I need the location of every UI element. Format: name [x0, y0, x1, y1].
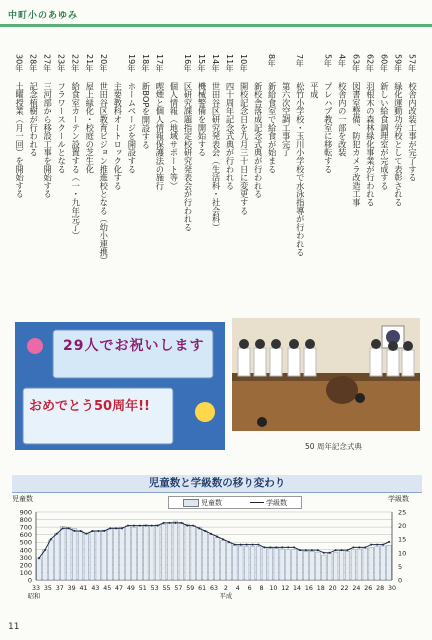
chart-title: 児童数と学級数の移り変わり [12, 475, 422, 493]
student-bar [262, 548, 267, 580]
timeline-year: 17年 [154, 54, 164, 73]
student-bar [126, 526, 131, 580]
timeline-event: 区研究課題指定校研究発表会が行われる [182, 82, 193, 232]
timeline-event: 校舎内改装工事が完了する [407, 82, 418, 182]
timeline-year: 22年 [70, 54, 80, 73]
student-bar [179, 523, 184, 580]
timeline-entry [350, 54, 362, 314]
timeline-year: 63年 [351, 54, 361, 73]
class-point [62, 527, 64, 529]
class-point [145, 525, 147, 527]
y-tick-right: 10 [398, 549, 407, 558]
timeline-year: 8年 [267, 54, 277, 68]
y-tick-left: 300 [19, 553, 32, 562]
student-bar [274, 548, 279, 580]
class-point [382, 544, 384, 546]
class-point [50, 538, 52, 540]
timeline-event: 個人情報（地域サポート等） [168, 82, 179, 190]
x-tick: 20 [328, 585, 337, 592]
page-number: 11 [8, 622, 20, 632]
student-bar [315, 552, 320, 580]
class-point [192, 525, 194, 527]
timeline-entry [27, 54, 39, 314]
celebration-banner-photo [15, 322, 225, 450]
y-tick-right: 20 [398, 522, 407, 531]
x-tick: 49 [126, 585, 135, 592]
student-bar [43, 550, 48, 580]
x-tick: 35 [43, 585, 52, 592]
student-bar [238, 546, 243, 580]
timeline-event: 世田谷区教育ビジョン推進校となる（幼小連携） [98, 82, 109, 265]
x-tick: 39 [67, 585, 76, 592]
timeline-event: 平成 [309, 82, 320, 99]
x-tick: 30 [387, 585, 397, 592]
timeline-event: 校舎内の一部を改装 [337, 82, 348, 157]
legend-item-students: 児童数 [183, 498, 222, 508]
y-tick-left: 900 [19, 508, 32, 517]
class-point [376, 544, 378, 546]
student-bar [173, 521, 178, 580]
student-bar [72, 529, 77, 580]
y-tick-left: 800 [19, 516, 32, 525]
x-tick: 43 [91, 585, 100, 592]
x-tick: 24 [352, 585, 361, 592]
student-bar [268, 548, 273, 580]
class-point [275, 546, 277, 548]
timeline-entry [97, 54, 109, 314]
x-tick: 63 [209, 585, 219, 592]
x-tick: 45 [103, 585, 112, 592]
x-tick: 37 [55, 585, 64, 592]
timeline-entry [13, 54, 25, 314]
x-tick: 57 [174, 585, 183, 592]
timeline-event: 新校舎落成記念式典が行われる [253, 82, 264, 199]
timeline-event: 三河部から移設工事を開始する [42, 82, 53, 199]
banner-bottom-text: おめでとう50周年!! [29, 399, 150, 414]
class-point [169, 522, 171, 524]
timeline-event: 喫煙と個人情報保護法の施行 [154, 82, 165, 190]
class-point [133, 525, 135, 527]
y-tick-right: 5 [398, 562, 403, 571]
timeline-entry [280, 54, 292, 314]
class-point [103, 530, 105, 532]
timeline-year: 16年 [182, 54, 192, 73]
class-point [204, 530, 206, 532]
y-tick-right: 15 [398, 535, 407, 544]
student-bar [244, 547, 249, 580]
student-bar [256, 547, 261, 580]
class-point [44, 549, 46, 551]
class-point [246, 544, 248, 546]
student-bar [387, 545, 392, 580]
class-point [163, 522, 165, 524]
class-point [180, 522, 182, 524]
timeline-year: 60年 [379, 54, 389, 73]
timeline-event: フラワースクールとなる [56, 82, 67, 174]
student-bar [304, 551, 309, 580]
class-point [222, 538, 224, 540]
student-bar [286, 550, 291, 580]
class-point [85, 533, 87, 535]
student-bar [161, 524, 166, 580]
student-bar [298, 551, 303, 580]
class-point [151, 525, 153, 527]
timeline-event: 世田谷区研究発表会（生活科・社会科） [211, 82, 222, 232]
timeline-year: 23年 [56, 54, 66, 73]
timeline-entry [167, 54, 179, 314]
timeline-entry [181, 54, 193, 314]
timeline-event: 機械警備を開始する [197, 82, 208, 157]
timeline-entry [336, 54, 348, 314]
class-point [139, 525, 141, 527]
x-era-label: 昭和 [27, 593, 41, 600]
student-bar [155, 525, 160, 580]
timeline-year: 28年 [28, 54, 38, 73]
timeline-entry [125, 54, 137, 314]
class-point [38, 557, 40, 559]
x-tick: 10 [269, 585, 278, 592]
right-axis-label: 学級数 [388, 495, 409, 503]
x-tick: 59 [186, 585, 195, 592]
student-bar [357, 549, 362, 580]
timeline-entry [210, 54, 222, 314]
timeline-year: 4年 [337, 54, 347, 68]
timeline-year: 10年 [239, 54, 249, 73]
timeline-entry [83, 54, 95, 314]
y-tick-left: 500 [19, 538, 32, 547]
timeline-year: 21年 [84, 54, 94, 73]
x-tick: 8 [259, 585, 264, 592]
class-point [56, 533, 58, 535]
x-tick: 33 [31, 585, 41, 592]
timeline-year: 14年 [211, 54, 221, 73]
page-header [0, 0, 432, 28]
student-bar [54, 533, 59, 580]
student-bar [143, 525, 148, 580]
class-point [115, 527, 117, 529]
student-bar [96, 531, 101, 580]
timeline-entry [266, 54, 278, 314]
class-point [341, 549, 343, 551]
timeline-entry [252, 54, 264, 314]
student-bar [215, 538, 220, 580]
student-bar [132, 527, 137, 580]
y-tick-left: 200 [19, 561, 32, 570]
y-tick-left: 700 [19, 523, 32, 532]
student-bar [250, 547, 255, 580]
student-bar [114, 529, 119, 580]
class-point [91, 530, 93, 532]
student-bar [327, 554, 332, 580]
x-tick: 41 [79, 585, 88, 592]
timeline-event: 四十周年記念式典が行われる [225, 82, 236, 190]
class-point [323, 552, 325, 554]
timeline-year: 5年 [323, 54, 333, 68]
student-bar [321, 555, 326, 580]
population-chart [0, 504, 432, 604]
x-era-label: 平成 [219, 593, 233, 600]
timeline-event: プレハブ教室に移転する [323, 82, 334, 174]
student-bar [185, 524, 190, 580]
class-point [388, 541, 390, 543]
timeline-entry [196, 54, 208, 314]
class-point [97, 530, 99, 532]
timeline-year: 7年 [295, 54, 305, 68]
student-bar [120, 527, 125, 580]
timeline-entry [55, 54, 67, 314]
class-point [299, 549, 301, 551]
timeline-entry [406, 54, 418, 314]
class-point [311, 549, 313, 551]
x-tick: 2 [223, 585, 228, 592]
x-tick: 26 [364, 585, 373, 592]
student-bar [209, 535, 214, 580]
timeline-event: 羽根木の森林緑化事業が行われる [365, 82, 376, 207]
class-point [216, 535, 218, 537]
class-point [281, 546, 283, 548]
timeline-entry [139, 54, 151, 314]
timeline-year: 18年 [140, 54, 150, 73]
class-point [358, 546, 360, 548]
class-point [269, 546, 271, 548]
class-point [293, 546, 295, 548]
timeline-entry [294, 54, 306, 314]
timeline-event: 第六次空調工事完了 [281, 82, 292, 157]
x-tick: 28 [376, 585, 385, 592]
student-bar [363, 548, 368, 580]
student-bar [310, 551, 315, 580]
student-bar [102, 530, 107, 580]
x-tick: 18 [316, 585, 325, 592]
timeline-year: 20年 [98, 54, 108, 73]
timeline-entry [41, 54, 53, 314]
photo-caption: 50 周年記念式典 [305, 442, 362, 451]
timeline-year: 62年 [365, 54, 375, 73]
timeline-event: 松竹小学校・玉川小学校で水泳指導が行われる [295, 82, 306, 257]
x-tick: 61 [198, 585, 207, 592]
class-point [317, 549, 319, 551]
x-tick: 12 [281, 585, 290, 592]
class-point [68, 527, 70, 529]
student-bar [232, 545, 237, 580]
timeline-year: 59年 [393, 54, 403, 73]
history-timeline [13, 54, 418, 314]
student-bar [84, 533, 89, 580]
student-bar [78, 531, 83, 580]
student-bar [37, 559, 42, 580]
x-tick: 14 [293, 585, 302, 592]
class-point [305, 549, 307, 551]
timeline-event: 記念植樹が行われる [28, 82, 39, 157]
class-point [263, 546, 265, 548]
class-point [174, 522, 176, 524]
timeline-year: 19年 [126, 54, 136, 73]
x-tick: 47 [115, 585, 124, 592]
timeline-entry [238, 54, 250, 314]
class-point [80, 530, 82, 532]
class-point [364, 546, 366, 548]
x-tick: 22 [340, 585, 349, 592]
timeline-event: 土曜授業（月一回）を開始する [14, 82, 25, 199]
student-bar [369, 548, 374, 580]
student-bar [381, 546, 386, 580]
timeline-event: 主要教科オートロック化する [112, 82, 123, 190]
timeline-year: 30年 [14, 54, 24, 73]
x-tick: 53 [150, 585, 159, 592]
y-tick-left: 100 [19, 568, 32, 577]
y-tick-right: 0 [398, 576, 403, 585]
class-point [240, 544, 242, 546]
student-bar [108, 529, 113, 580]
left-axis-label: 児童数 [12, 495, 33, 503]
timeline-entry [378, 54, 390, 314]
student-bar [226, 543, 231, 580]
student-bar [351, 550, 356, 580]
class-point [352, 546, 354, 548]
timeline-entry [364, 54, 376, 314]
student-bar [191, 526, 196, 580]
student-bar [149, 526, 154, 580]
x-tick: 51 [138, 585, 147, 592]
class-point [347, 549, 349, 551]
ceremony-photo [232, 318, 420, 431]
timeline-entry [322, 54, 334, 314]
class-point [228, 541, 230, 543]
y-tick-left: 400 [19, 546, 32, 555]
legend-item-classes: 学級数 [250, 498, 287, 508]
student-bar [197, 527, 202, 580]
class-point [121, 527, 123, 529]
x-tick: 55 [162, 585, 171, 592]
timeline-event: 新BOPを開設する [140, 82, 151, 149]
x-tick: 6 [247, 585, 252, 592]
x-tick: 4 [235, 585, 240, 592]
timeline-year: 57年 [407, 54, 417, 73]
class-point [186, 525, 188, 527]
timeline-entry [69, 54, 81, 314]
timeline-entry [153, 54, 165, 314]
timeline-year: 27年 [42, 54, 52, 73]
student-bar [333, 552, 338, 580]
student-bar [375, 547, 380, 580]
student-bar [292, 550, 297, 580]
class-point [198, 527, 200, 529]
class-point [370, 544, 372, 546]
class-point [335, 549, 337, 551]
timeline-event: 屋上緑化・校庭の芝生化 [84, 82, 95, 174]
class-point [258, 544, 260, 546]
student-bar [48, 540, 53, 580]
student-bar [221, 541, 226, 580]
student-bar [203, 531, 208, 580]
student-bar [60, 526, 65, 580]
x-tick: 16 [304, 585, 313, 592]
timeline-entry [111, 54, 123, 314]
y-tick-right: 25 [398, 508, 407, 517]
header-title: 中町小のあゆみ [8, 11, 79, 21]
header-rule [0, 24, 432, 27]
class-point [127, 525, 129, 527]
timeline-event: 給食室カーテン設置する（一・九年完了） [70, 82, 81, 240]
class-point [210, 533, 212, 535]
timeline-event: ホームページを開設する [126, 82, 137, 174]
class-point [234, 544, 236, 546]
class-point [109, 527, 111, 529]
timeline-event: 新給食室で給食が始まる [267, 82, 278, 174]
student-bar [66, 527, 71, 580]
timeline-event: 緑化運動功労校として表彰される [393, 82, 404, 207]
class-point [74, 530, 76, 532]
student-bar [137, 526, 142, 580]
class-point [329, 552, 331, 554]
class-point [287, 546, 289, 548]
timeline-year: 11年 [225, 54, 235, 73]
class-point [157, 525, 159, 527]
timeline-entry [224, 54, 236, 314]
timeline-event: 図書室整備、防犯カメラ改造工事 [351, 82, 362, 207]
timeline-entry [308, 54, 320, 314]
timeline-entry [392, 54, 404, 314]
class-point [252, 544, 254, 546]
student-bar [167, 523, 172, 580]
student-bar [345, 551, 350, 580]
student-bar [339, 551, 344, 580]
timeline-year: 15年 [197, 54, 207, 73]
y-tick-left: 0 [27, 576, 32, 585]
y-tick-left: 600 [19, 531, 32, 540]
timeline-event: 開校記念日を九月三十日に変更する [239, 82, 250, 215]
timeline-event: 新しい給食調理室が完成する [379, 82, 390, 190]
banner-top-text: 29人でお祝いします [63, 338, 205, 354]
student-bar [280, 549, 285, 580]
student-bar [90, 532, 95, 580]
